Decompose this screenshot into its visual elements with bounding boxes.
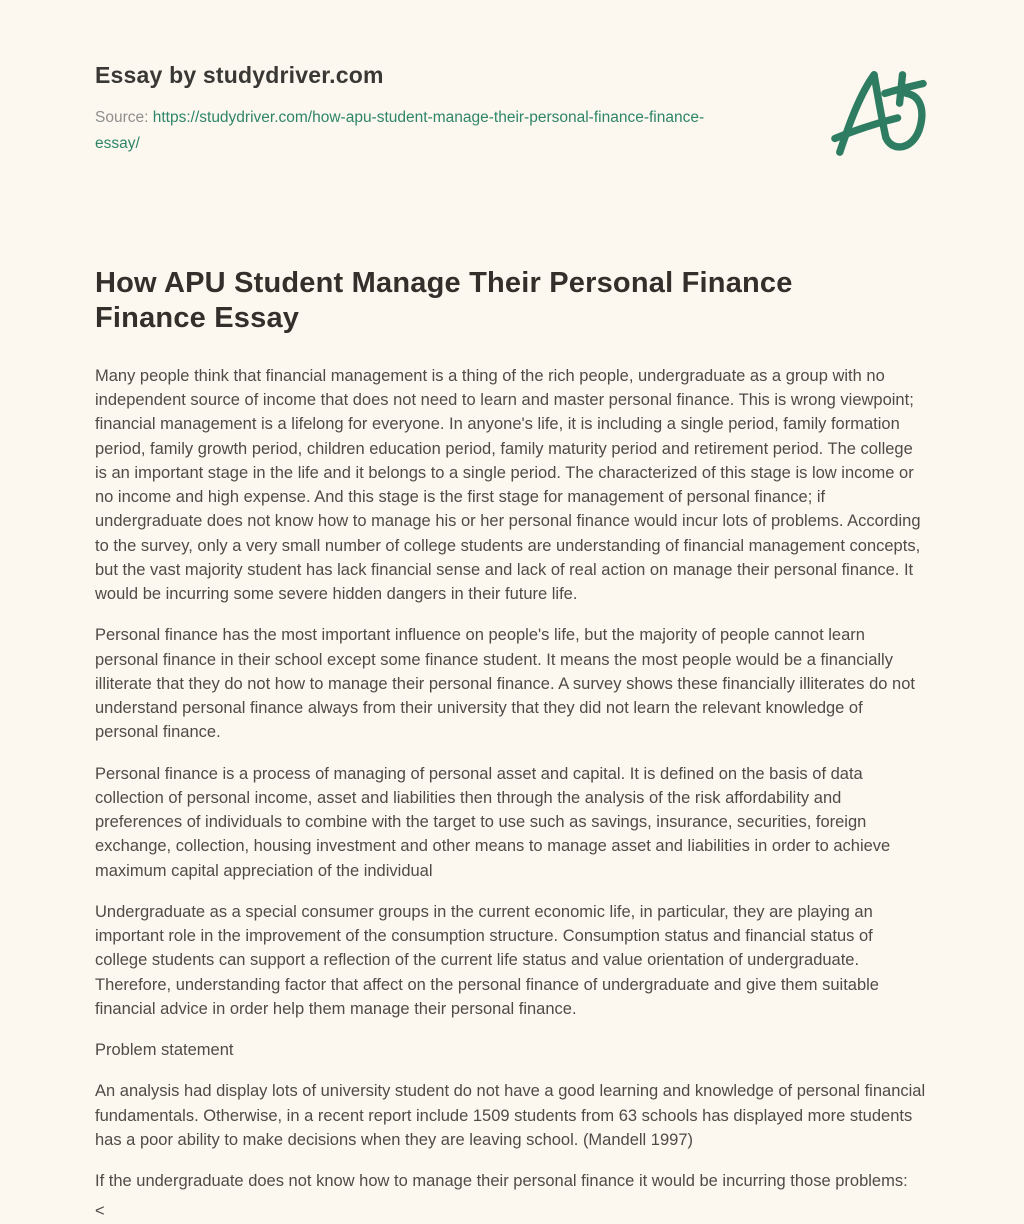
a-plus-logo-icon	[828, 64, 928, 162]
document-header	[0, 0, 1024, 162]
truncated-content-marker: <	[95, 1202, 105, 1221]
essay-paragraph: Personal finance is a process of managing of personal asset and capital. It is defined on the basis of data collection of personal income, asset and liabilities then through the analysis of the risk affordability and preferences of individuals to combine with the target to use such as savings, insurance, securities, foreign exchange, collection, housing investment and other means to manage asset and liabilities in order to achieve maximum capital appreciation of the individual	[95, 764, 891, 880]
essay-paragraph: Undergraduate as a special consumer groups in the current economic life, in particular, they are playing an important role in the improvement of the consumption structure. Consumption status and financial status of college students can support a reflection of the current life status and value orientation of undergraduate. Therefore, understanding factor that affect on the personal finance of undergraduate and give them suitable financial advice in order help them manage their personal finance.	[95, 902, 879, 1018]
essay-paragraph: If the undergraduate does not know how to manage their personal finance it would be incurring those problems:	[95, 1172, 908, 1190]
source-url-link[interactable]: https://studydriver.com/how-apu-student-manage-their-personal-finance-finance-essay/	[95, 109, 705, 153]
essay-body	[95, 364, 928, 1224]
essay-paragraph: An analysis had display lots of university student do not have a good learning and knowledge of personal financial fundamentals. Otherwise, in a recent report include 1509 students from 63 schools has displayed more students has a poor ability to make decisions when they are leaving school. (Mandell 1997)	[95, 1082, 926, 1149]
studydriver-logo	[828, 62, 928, 162]
essay-paragraph: Many people think that financial management is a thing of the rich people, undergraduate as a group with no independent source of income that does not need to learn and master personal finance. This is wrong viewpoint; financial management is a lifelong for everyone. In anyone's life, it is including a single period, family formation period, family growth period, children education period, family maturity period and retirement period. The college is an important stage in the life and it belongs to a single period. The characterized of this stage is low income or no income and high expense. And this stage is the first stage for management of personal finance; if undergraduate does not know how to manage his or her personal finance would incur lots of problems. According to the survey, only a very small number of college students are understanding of financial management concepts, but the vast majority student has lack financial sense and lack of real action on manage their personal finance. It would be incurring some severe hidden dangers in their future life.	[95, 366, 921, 603]
source-line	[95, 105, 713, 157]
essay-title: How APU Student Manage Their Personal Finance Finance Essay	[95, 267, 793, 335]
essay-paragraph: Personal finance has the most important influence on people's life, but the majority of people cannot learn personal finance in their school except some finance student. It means the most people would be a financially illiterate that they do not how to manage their personal finance. A survey shows these financially illiterates do not understand personal finance always from their university that they did not learn the relevant knowledge of personal finance.	[95, 626, 915, 742]
site-attribution-title: Essay by studydriver.com	[95, 62, 384, 88]
header-left	[95, 62, 713, 157]
problem-statement-heading: Problem statement	[95, 1041, 234, 1059]
essay-article	[0, 266, 1024, 1224]
source-label: Source:	[95, 109, 149, 126]
